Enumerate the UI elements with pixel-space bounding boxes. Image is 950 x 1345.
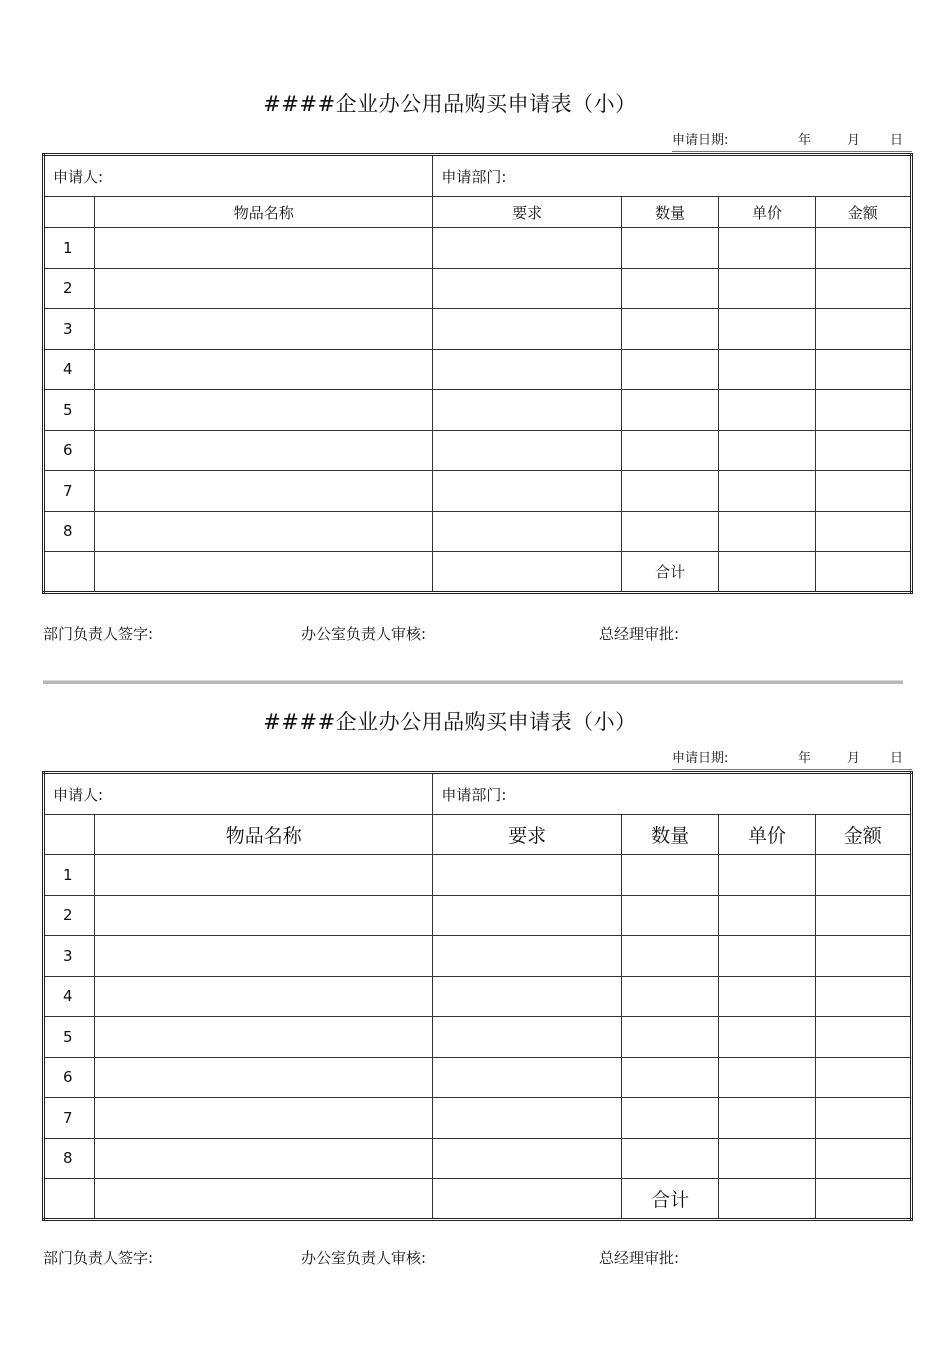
items-table xyxy=(42,771,913,1221)
gm-approval-label: 总经理审批: xyxy=(599,1249,680,1267)
column-header-row xyxy=(44,197,912,228)
quantity-cell[interactable] xyxy=(621,936,718,977)
row-number: 3 xyxy=(44,309,95,350)
date-month-label: 月 xyxy=(847,133,861,148)
applicant-row xyxy=(44,773,912,815)
total-label: 合计 xyxy=(621,552,718,593)
signature-row xyxy=(43,1247,903,1269)
quantity-cell[interactable] xyxy=(621,228,718,269)
total-item-cell xyxy=(95,552,433,593)
unit-price-cell[interactable] xyxy=(719,1017,815,1058)
table-row xyxy=(44,430,912,471)
date-underline xyxy=(672,151,912,152)
amount-cell[interactable] xyxy=(815,936,911,977)
total-amount-cell[interactable] xyxy=(815,552,911,593)
table-row xyxy=(44,936,912,977)
total-row xyxy=(44,1179,912,1220)
item-name-cell[interactable] xyxy=(95,511,433,552)
row-number: 8 xyxy=(44,511,95,552)
total-label: 合计 xyxy=(621,1179,718,1220)
column-header-row xyxy=(44,815,912,855)
row-number: 7 xyxy=(44,471,95,512)
amount-cell[interactable] xyxy=(815,1138,911,1179)
unit-price-cell[interactable] xyxy=(719,976,815,1017)
quantity-cell[interactable] xyxy=(621,855,718,896)
gm-approval-label: 总经理审批: xyxy=(599,625,680,643)
dept-head-signature-label: 部门负责人签字: xyxy=(43,625,154,643)
quantity-cell[interactable] xyxy=(621,471,718,512)
table-row xyxy=(44,976,912,1017)
row-number: 8 xyxy=(44,1138,95,1179)
item-name-cell[interactable] xyxy=(95,1098,433,1139)
total-requirement-cell xyxy=(433,552,622,593)
quantity-cell[interactable] xyxy=(621,895,718,936)
table-row xyxy=(44,895,912,936)
table-row xyxy=(44,309,912,350)
form-title: ####企业办公用品购买申请表（小） xyxy=(263,92,637,116)
amount-cell[interactable] xyxy=(815,855,911,896)
items-table xyxy=(42,153,913,594)
amount-cell[interactable] xyxy=(815,309,911,350)
total-item-cell xyxy=(95,1179,433,1220)
unit-price-cell[interactable] xyxy=(719,430,815,471)
table-row xyxy=(44,268,912,309)
unit-price-cell[interactable] xyxy=(719,390,815,431)
amount-cell[interactable] xyxy=(815,268,911,309)
date-month-label: 月 xyxy=(847,751,861,766)
column-header-index xyxy=(44,197,95,228)
item-name-cell[interactable] xyxy=(95,430,433,471)
table-row xyxy=(44,471,912,512)
column-header-requirement: 要求 xyxy=(433,815,622,855)
item-name-cell[interactable] xyxy=(95,309,433,350)
column-header-quantity: 数量 xyxy=(621,815,718,855)
table-row xyxy=(44,1138,912,1179)
amount-cell[interactable] xyxy=(815,895,911,936)
item-name-cell[interactable] xyxy=(95,1057,433,1098)
row-number: 1 xyxy=(44,228,95,269)
item-name-cell[interactable] xyxy=(95,855,433,896)
unit-price-cell[interactable] xyxy=(719,1057,815,1098)
total-unit-price-cell[interactable] xyxy=(719,552,815,593)
row-number: 5 xyxy=(44,1017,95,1058)
amount-cell[interactable] xyxy=(815,1017,911,1058)
column-header-amount: 金额 xyxy=(815,815,911,855)
requirement-cell[interactable] xyxy=(433,1138,622,1179)
apply-date-label: 申请日期: xyxy=(672,751,729,766)
table-row xyxy=(44,390,912,431)
department-label: 申请部门: xyxy=(441,167,507,186)
item-name-cell[interactable] xyxy=(95,936,433,977)
applicant-row xyxy=(44,155,912,197)
item-name-cell[interactable] xyxy=(95,976,433,1017)
table-row xyxy=(44,511,912,552)
item-name-cell[interactable] xyxy=(95,1017,433,1058)
quantity-cell[interactable] xyxy=(621,1017,718,1058)
office-head-review-label: 办公室负责人审核: xyxy=(301,625,427,643)
requirement-cell[interactable] xyxy=(433,511,622,552)
quantity-cell[interactable] xyxy=(621,349,718,390)
quantity-cell[interactable] xyxy=(621,1138,718,1179)
row-number: 2 xyxy=(44,895,95,936)
amount-cell[interactable] xyxy=(815,976,911,1017)
quantity-cell[interactable] xyxy=(621,511,718,552)
quantity-cell[interactable] xyxy=(621,309,718,350)
requirement-cell[interactable] xyxy=(433,349,622,390)
column-header-amount: 金额 xyxy=(815,197,911,228)
amount-cell[interactable] xyxy=(815,390,911,431)
row-number: 4 xyxy=(44,976,95,1017)
requirement-cell[interactable] xyxy=(433,309,622,350)
department-label: 申请部门: xyxy=(441,785,507,804)
quantity-cell[interactable] xyxy=(621,268,718,309)
quantity-cell[interactable] xyxy=(621,1098,718,1139)
department-field[interactable] xyxy=(433,773,912,815)
row-number: 5 xyxy=(44,390,95,431)
total-index-cell xyxy=(44,1179,95,1220)
requirement-cell[interactable] xyxy=(433,268,622,309)
column-header-unit-price: 单价 xyxy=(719,815,815,855)
requirement-cell[interactable] xyxy=(433,1098,622,1139)
unit-price-cell[interactable] xyxy=(719,855,815,896)
item-name-cell[interactable] xyxy=(95,349,433,390)
unit-price-cell[interactable] xyxy=(719,228,815,269)
column-header-quantity: 数量 xyxy=(621,197,718,228)
unit-price-cell[interactable] xyxy=(719,895,815,936)
unit-price-cell[interactable] xyxy=(719,1098,815,1139)
item-name-cell[interactable] xyxy=(95,1138,433,1179)
row-number: 7 xyxy=(44,1098,95,1139)
quantity-cell[interactable] xyxy=(621,1057,718,1098)
requirement-cell[interactable] xyxy=(433,855,622,896)
table-row xyxy=(44,349,912,390)
quantity-cell[interactable] xyxy=(621,430,718,471)
total-index-cell xyxy=(44,552,95,593)
unit-price-cell[interactable] xyxy=(719,309,815,350)
table-row xyxy=(44,855,912,896)
quantity-cell[interactable] xyxy=(621,976,718,1017)
item-name-cell[interactable] xyxy=(95,268,433,309)
total-unit-price-cell[interactable] xyxy=(719,1179,815,1220)
applicant-field[interactable] xyxy=(44,773,433,815)
amount-cell[interactable] xyxy=(815,471,911,512)
row-number: 3 xyxy=(44,936,95,977)
department-field[interactable] xyxy=(433,155,912,197)
requirement-cell[interactable] xyxy=(433,390,622,431)
row-number: 6 xyxy=(44,430,95,471)
signature-row xyxy=(43,623,903,645)
item-name-cell[interactable] xyxy=(95,471,433,512)
row-number: 6 xyxy=(44,1057,95,1098)
row-number: 2 xyxy=(44,268,95,309)
unit-price-cell[interactable] xyxy=(719,1138,815,1179)
requirement-cell[interactable] xyxy=(433,1057,622,1098)
item-name-cell[interactable] xyxy=(95,228,433,269)
amount-cell[interactable] xyxy=(815,349,911,390)
office-head-review-label: 办公室负责人审核: xyxy=(301,1249,427,1267)
amount-cell[interactable] xyxy=(815,511,911,552)
requirement-cell[interactable] xyxy=(433,1017,622,1058)
unit-price-cell[interactable] xyxy=(719,511,815,552)
requirement-cell[interactable] xyxy=(433,430,622,471)
date-day-label: 日 xyxy=(890,751,904,766)
form-separator xyxy=(43,680,903,684)
applicant-label: 申请人: xyxy=(53,167,104,186)
table-row xyxy=(44,1098,912,1139)
column-header-item-name: 物品名称 xyxy=(95,815,433,855)
amount-cell[interactable] xyxy=(815,228,911,269)
applicant-label: 申请人: xyxy=(53,785,104,804)
dept-head-signature-label: 部门负责人签字: xyxy=(43,1249,154,1267)
column-header-index xyxy=(44,815,95,855)
unit-price-cell[interactable] xyxy=(719,471,815,512)
item-name-cell[interactable] xyxy=(95,895,433,936)
requirement-cell[interactable] xyxy=(433,228,622,269)
total-amount-cell[interactable] xyxy=(815,1179,911,1220)
apply-date-label: 申请日期: xyxy=(672,133,729,148)
table-row xyxy=(44,228,912,269)
date-year-label: 年 xyxy=(798,751,812,766)
unit-price-cell[interactable] xyxy=(719,349,815,390)
requirement-cell[interactable] xyxy=(433,471,622,512)
applicant-field[interactable] xyxy=(44,155,433,197)
column-header-unit-price: 单价 xyxy=(719,197,815,228)
amount-cell[interactable] xyxy=(815,1057,911,1098)
total-row xyxy=(44,552,912,593)
requirement-cell[interactable] xyxy=(433,936,622,977)
date-year-label: 年 xyxy=(798,133,812,148)
requirement-cell[interactable] xyxy=(433,895,622,936)
amount-cell[interactable] xyxy=(815,430,911,471)
table-row xyxy=(44,1017,912,1058)
amount-cell[interactable] xyxy=(815,1098,911,1139)
quantity-cell[interactable] xyxy=(621,390,718,431)
date-underline xyxy=(672,769,912,770)
form-title: ####企业办公用品购买申请表（小） xyxy=(263,710,637,734)
column-header-requirement: 要求 xyxy=(433,197,622,228)
date-day-label: 日 xyxy=(890,133,904,148)
item-name-cell[interactable] xyxy=(95,390,433,431)
total-requirement-cell xyxy=(433,1179,622,1220)
column-header-item-name: 物品名称 xyxy=(95,197,433,228)
row-number: 1 xyxy=(44,855,95,896)
unit-price-cell[interactable] xyxy=(719,268,815,309)
table-row xyxy=(44,1057,912,1098)
row-number: 4 xyxy=(44,349,95,390)
unit-price-cell[interactable] xyxy=(719,936,815,977)
requirement-cell[interactable] xyxy=(433,976,622,1017)
